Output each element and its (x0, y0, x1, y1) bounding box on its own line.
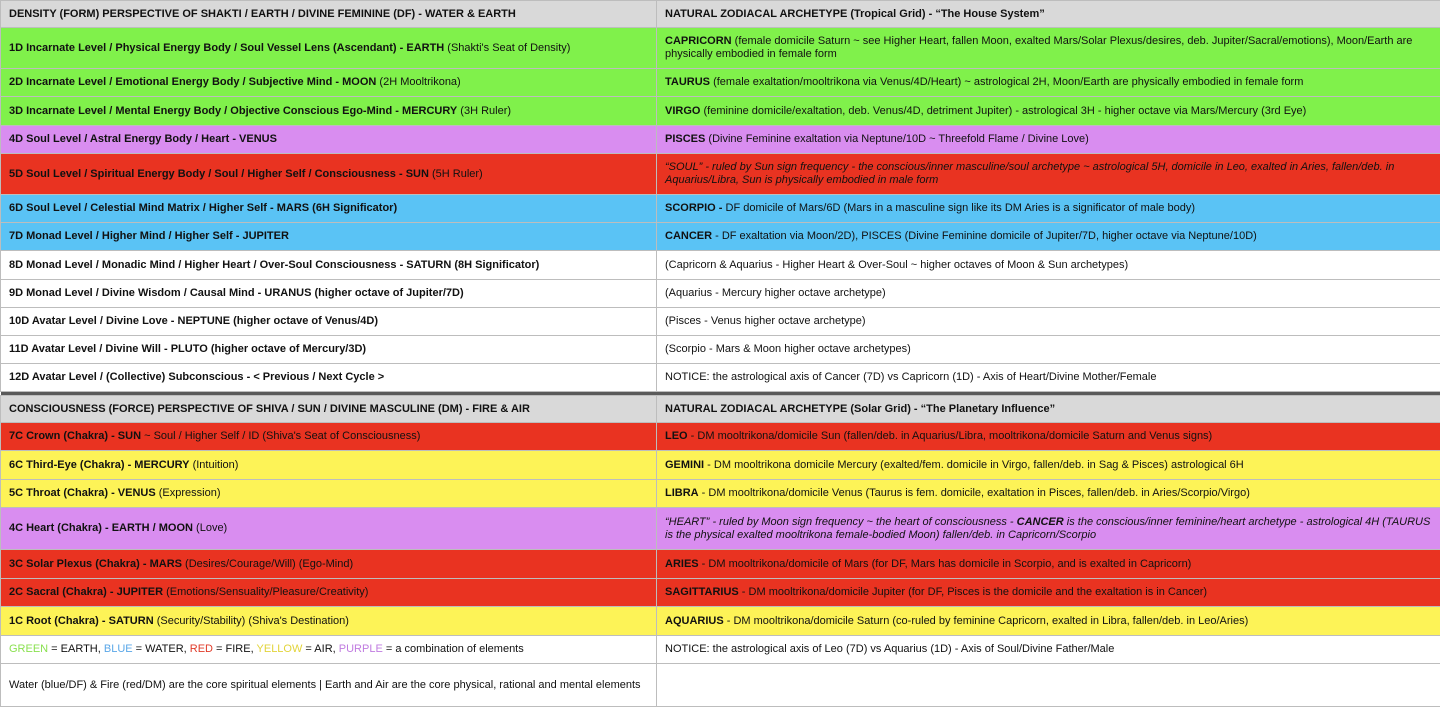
chakra-row-left (1, 480, 657, 508)
density-row-right (657, 28, 1440, 69)
level-name: 7D Monad Level / Higher Mind / Higher Self - JUPITER (9, 230, 289, 242)
density-row-right: (Capricorn & Aquarius - Higher Heart & Over-Soul ~ higher octaves of Moon & Sun archetypes) (657, 251, 1440, 280)
sign-note: - DF exaltation via Moon/2D), PISCES (Divine Feminine domicile of Jupiter/7D, higher octave via Neptune/10D) (712, 230, 1257, 242)
density-row-left (1, 195, 657, 223)
heart-note-c: is the conscious/inner feminine/heart archetype - astrological 4H (TAURUS is the physical exalted mooltrikona female-bodied Moon) fallen/deb. in Capricorn/Scorpio (665, 515, 1431, 541)
chakra-name: 1C Root (Chakra) - SATURN (9, 614, 154, 627)
density-row-right (657, 195, 1440, 223)
sign-note: (female exaltation/mooltrikona via Venus/4D/Heart) ~ astrological 2H, Moon/Earth are physically embodied in female form (710, 76, 1304, 88)
sign-name: CANCER (665, 230, 713, 242)
density-row-left (1, 69, 657, 97)
chakra-note: (Desires/Courage/Will) (Ego-Mind) (182, 557, 354, 570)
table-row (1, 280, 1440, 308)
level-name: 9D Monad Level / Divine Wisdom / Causal Mind - URANUS (higher octave of Jupiter/7D) (9, 287, 464, 299)
table-row (1, 508, 1440, 550)
heart-note-sign: CANCER (1016, 515, 1064, 528)
consciousness-header-left: CONSCIOUSNESS (FORCE) PERSPECTIVE OF SHIVA / SUN / DIVINE MASCULINE (DM) - FIRE & AIR (1, 396, 657, 423)
level-name: 1D Incarnate Level / Physical Energy Body / Soul Vessel Lens (Ascendant) - EARTH (9, 41, 445, 54)
sign-name: CAPRICORN (665, 35, 732, 47)
table-row (1, 69, 1440, 97)
level-name: 4D Soul Level / Astral Energy Body / Heart - VENUS (9, 133, 277, 145)
sign-note: (feminine domicile/exaltation, deb. Venus/4D, detriment Jupiter) - astrological 3H - higher octave via Mars/Mercury (3rd Eye) (700, 104, 1307, 117)
table-row (1, 154, 1440, 195)
level-name: 2D Incarnate Level / Emotional Energy Body / Subjective Mind - MOON (9, 76, 377, 88)
sign-note: - DM mooltrikona/domicile Venus (Taurus is fem. domicile, exaltation in Pisces, fallen/deb. in Aries/Scorpio/Virgo) (698, 487, 1250, 499)
density-row-left (1, 251, 657, 280)
chakra-row-right (657, 550, 1440, 579)
chakra-row-right (657, 423, 1440, 451)
density-row-left (1, 336, 657, 364)
table-row (1, 579, 1440, 607)
table-row (1, 480, 1440, 508)
density-row-right (657, 223, 1440, 251)
density-row-right: (Scorpio - Mars & Moon higher octave archetypes) (657, 336, 1440, 364)
chakra-row-left (1, 579, 657, 607)
level-name: 3D Incarnate Level / Mental Energy Body / Objective Conscious Ego-Mind - MERCURY (9, 104, 458, 117)
density-row-right: (Aquarius - Mercury higher octave archetype) (657, 280, 1440, 308)
chakra-row-right (657, 480, 1440, 508)
legend-text: = WATER, (132, 643, 190, 655)
sign-note: - DM mooltrikona/domicile Saturn (co-ruled by feminine Capricorn, exalted in Libra, fallen/deb. in Leo/Aries) (723, 614, 1249, 627)
sign-note: (Divine Feminine exaltation via Neptune/10D ~ Threefold Flame / Divine Love) (705, 133, 1089, 145)
level-name: 8D Monad Level / Monadic Mind / Higher Heart / Over-Soul Consciousness - SATURN (8H Significator) (9, 258, 540, 271)
consciousness-header-row (1, 396, 1440, 423)
table-row (1, 423, 1440, 451)
level-note: (2H Mooltrikona) (376, 76, 461, 88)
density-row-left (1, 97, 657, 126)
level-name: 6D Soul Level / Celestial Mind Matrix / Higher Self - MARS (6H Significator) (9, 202, 398, 214)
sign-name: SAGITTARIUS (665, 586, 739, 598)
density-row-left (1, 308, 657, 336)
legend-row (1, 636, 1440, 664)
chakra-note: (Expression) (155, 487, 221, 499)
chakra-note: (Intuition) (189, 458, 239, 471)
table-row (1, 97, 1440, 126)
density-header-left: DENSITY (FORM) PERSPECTIVE OF SHAKTI / EARTH / DIVINE FEMININE (DF) - WATER & EARTH (1, 1, 657, 28)
color-legend (1, 636, 657, 664)
chakra-row-left (1, 423, 657, 451)
footnote-row (1, 664, 1440, 707)
density-row-right (657, 69, 1440, 97)
empty-cell (657, 664, 1440, 707)
density-row-left (1, 223, 657, 251)
sign-name: ARIES (665, 557, 699, 570)
chakra-row-left (1, 607, 657, 636)
chakra-name: 2C Sacral (Chakra) - JUPITER (9, 586, 164, 598)
chakra-name: 7C Crown (Chakra) - SUN (9, 430, 142, 442)
sign-name: VIRGO (665, 104, 701, 117)
sign-note: - DM mooltrikona/domicile Jupiter (for DF, Pisces is the domicile and the exaltation is in Cancer) (738, 586, 1208, 598)
density-row-right: NOTICE: the astrological axis of Cancer (7D) vs Capricorn (1D) - Axis of Heart/Divine Mother/Female (657, 364, 1440, 392)
level-note: (5H Ruler) (428, 167, 483, 180)
table-row (1, 607, 1440, 636)
chakra-note: (Love) (192, 522, 228, 534)
legend-blue: BLUE (103, 643, 133, 655)
level-name: 11D Avatar Level / Divine Will - PLUTO (higher octave of Mercury/3D) (9, 343, 367, 355)
sign-name: PISCES (665, 133, 706, 145)
legend-text: = a combination of elements (382, 643, 524, 655)
chakra-row-left (1, 451, 657, 480)
chakra-name: 3C Solar Plexus (Chakra) - MARS (9, 557, 182, 570)
legend-green: GREEN (9, 643, 49, 655)
table-row (1, 195, 1440, 223)
table-row (1, 251, 1440, 280)
table-row (1, 336, 1440, 364)
table-row (1, 308, 1440, 336)
table-row (1, 28, 1440, 69)
legend-yellow: YELLOW (256, 643, 303, 655)
sign-name: SCORPIO - (665, 202, 723, 214)
density-row-right: “SOUL” - ruled by Sun sign frequency - the conscious/inner masculine/soul archetype ~ astrological 5H, domicile in Leo, exalted in Aries, fallen/deb. in Aquarius/Libra, Sun is physically embodied in male form (657, 154, 1440, 195)
legend-red: RED (189, 643, 213, 655)
legend-text: = FIRE, (213, 643, 257, 655)
sign-note: - DM mooltrikona/domicile of Mars (for DF, Mars has domicile in Scorpio, and is exalted in Capricorn) (698, 557, 1192, 570)
table-row (1, 223, 1440, 251)
sign-name: GEMINI (665, 458, 705, 471)
chakra-row-right (657, 508, 1440, 550)
legend-text: = AIR, (302, 643, 339, 655)
density-row-right (657, 126, 1440, 154)
density-row-left (1, 28, 657, 69)
sign-name: LIBRA (665, 487, 699, 499)
level-name: 12D Avatar Level / (Collective) Subconscious - < Previous / Next Cycle > (9, 371, 385, 383)
level-name: 10D Avatar Level / Divine Love - NEPTUNE (higher octave of Venus/4D) (9, 315, 379, 327)
density-header-row (1, 1, 1440, 28)
legend-purple: PURPLE (338, 643, 383, 655)
chakra-row-left (1, 508, 657, 550)
density-row-left (1, 364, 657, 392)
chakra-note: (Emotions/Sensuality/Pleasure/Creativity) (163, 586, 369, 598)
density-row-left (1, 126, 657, 154)
chakra-row-right (657, 579, 1440, 607)
chakra-name: 4C Heart (Chakra) - EARTH / MOON (9, 522, 193, 534)
table-row (1, 364, 1440, 392)
density-row-right: (Pisces - Venus higher octave archetype) (657, 308, 1440, 336)
chakra-note: ~ Soul / Higher Self / ID (Shiva's Seat of Consciousness) (141, 430, 421, 442)
consciousness-header-right: NATURAL ZODIACAL ARCHETYPE (Solar Grid) - “The Planetary Influence” (657, 396, 1440, 423)
chakra-row-left (1, 550, 657, 579)
sign-note: DF domicile of Mars/6D (Mars in a masculine sign like its DM Aries is a significator of male body) (722, 202, 1195, 214)
table-row (1, 550, 1440, 579)
chakra-name: 5C Throat (Chakra) - VENUS (9, 487, 156, 499)
sign-name: AQUARIUS (665, 614, 724, 627)
chakra-note: (Security/Stability) (Shiva's Destination) (153, 614, 349, 627)
sign-note: - DM mooltrikona/domicile Sun (fallen/deb. in Aquarius/Libra, mooltrikona/domicile Saturn and Venus signs) (687, 430, 1213, 442)
leo-aquarius-notice: NOTICE: the astrological axis of Leo (7D) vs Aquarius (1D) - Axis of Soul/Divine Father/Male (657, 636, 1440, 664)
sign-name: LEO (665, 430, 688, 442)
chakra-row-right (657, 451, 1440, 480)
sign-note: - DM mooltrikona domicile Mercury (exalted/fem. domicile in Virgo, fallen/deb. in Sag & Pisces) astrological 6H (704, 458, 1244, 471)
chakra-name: 6C Third-Eye (Chakra) - MERCURY (9, 458, 190, 471)
sign-name: TAURUS (665, 76, 711, 88)
level-note: (3H Ruler) (457, 104, 512, 117)
heart-note-a: “HEART” - ruled by Moon sign frequency ~ the heart of consciousness - (665, 515, 1017, 528)
density-row-right (657, 97, 1440, 126)
density-row-left (1, 154, 657, 195)
level-note: (Shakti's Seat of Density) (444, 41, 571, 54)
legend-text: = EARTH, (48, 643, 104, 655)
table-row (1, 451, 1440, 480)
level-name: 5D Soul Level / Spiritual Energy Body / Soul / Higher Self / Consciousness - SUN (9, 167, 429, 180)
density-header-right: NATURAL ZODIACAL ARCHETYPE (Tropical Grid) - “The House System” (657, 1, 1440, 28)
table-row (1, 126, 1440, 154)
chakra-row-right (657, 607, 1440, 636)
elements-footnote: Water (blue/DF) & Fire (red/DM) are the core spiritual elements | Earth and Air are the core physical, rational and mental elements (1, 664, 657, 707)
sign-note: (female domicile Saturn ~ see Higher Heart, fallen Moon, exalted Mars/Solar Plexus/desires, deb. Jupiter/Sacral/emotions), Moon/Earth are physically embodied in female form (665, 35, 1413, 60)
density-row-left (1, 280, 657, 308)
